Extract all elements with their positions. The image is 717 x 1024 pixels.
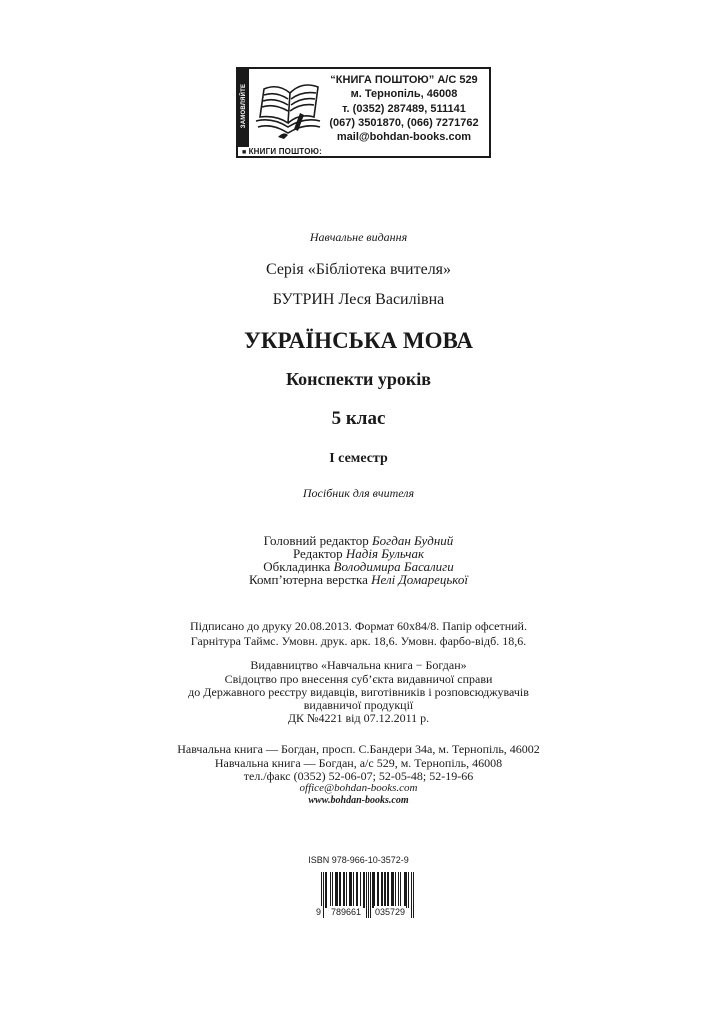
barcode-bar [398,872,399,908]
barcode-bar [404,872,405,908]
ad-line: mail@bohdan-books.com [336,131,472,144]
barcode-bar [353,872,354,908]
barcode-bar [385,872,386,908]
contact-email: office@bohdan-books.com [299,782,418,794]
barcode-bar [366,872,367,918]
credit-layout [0,572,717,588]
ad-side-strip [238,69,249,156]
barcode-bar [384,872,385,908]
credit-role: Комп’ютерна верстка [248,572,368,587]
publisher-name: Видавництво «Навчальна книга − Богдан» [250,658,467,672]
barcode-digits-right: 035729 [375,907,406,917]
ad-bottom-label: ■ КНИГИ ПОШТОЮ: [238,147,332,156]
barcode-bar [368,872,369,918]
barcode-bar [381,872,382,908]
edition-type: Навчальне видання [309,230,408,244]
barcode-bar [413,872,414,918]
barcode-digits-left: 789661 [331,907,362,917]
author-name: БУТРИН Леся Василівна [272,291,445,308]
ad-contact-block [320,73,488,144]
contact-phone: тел./факс (0352) 52-06-07; 52-05-48; 52-19-66 [243,769,474,783]
barcode-bar [364,872,365,908]
ad-line: т. (0352) 287489, 511141 [342,102,466,115]
barcode-bar [393,872,394,908]
barcode-bar [388,872,389,908]
barcode-bar [357,872,358,908]
publisher-cert-1: Свідоцтво про внесення суб’єкта видавничої справи [224,672,493,686]
barcode-bar [392,872,393,908]
ad-side-text: ЗАМОВЛЯЙТЕ [241,83,247,129]
barcode-bar [372,872,373,908]
barcode-bar [351,872,352,908]
barcode-bar [400,872,401,908]
barcode-bar [323,872,324,918]
barcode-bar [325,872,326,908]
barcode-bar [411,872,412,918]
barcode-bar [335,872,336,908]
barcode-bar [339,872,340,908]
barcode-bar [370,872,371,918]
barcode-bar [378,872,379,908]
isbn-barcode [316,870,419,920]
semester-label: І семестр [329,451,388,466]
isbn-label: ISBN 978-966-10-3572-9 [308,855,409,865]
barcode-bar [406,872,407,908]
barcode-bar [346,872,347,908]
barcode-bar [408,872,409,908]
barcode-bar [332,872,333,908]
credit-role: Редактор [292,546,343,561]
contact-address-1: Навчальна книга — Богдан, просп. С.Бандери 34а, м. Тернопіль, 46002 [177,742,540,756]
contact-website: www.bohdan-books.com [308,795,409,806]
credit-person: Богдан Будний [372,533,454,548]
publisher-cert-2: до Державного реєстру видавців, виготівників і розповсюджувачів [188,685,529,699]
barcode-bar [382,872,383,908]
mail-order-ad-box [236,67,491,158]
barcode-bar [387,872,388,908]
barcode-bar [363,872,364,908]
ad-line: м. Тернопіль, 46008 [350,88,458,101]
contact-address-2: Навчальна книга — Богдан, а/с 529, м. Тернопіль, 46008 [214,756,503,770]
publisher-cert-4: ДК №4221 від 07.12.2011 р. [287,711,430,725]
audience-label: Посібник для вчителя [302,486,415,500]
ad-line: (067) 3501870, (066) 7271762 [329,116,479,129]
barcode-bar [344,872,345,908]
barcode-bar [373,872,374,908]
barcode-bar [330,872,331,908]
book-title: УКРАЇНСЬКА МОВА [243,328,474,353]
barcode-bar [377,872,378,908]
grade-label: 5 клас [331,408,386,429]
barcode-bar [349,872,350,908]
barcode-bar [350,872,351,908]
publisher-cert-3: видавничої продукції [303,698,414,712]
book-subtitle: Конспекти уроків [285,369,432,389]
barcode-bar [326,872,327,908]
barcode-bar [391,872,392,908]
barcode-bar [395,872,396,908]
barcode-bar [343,872,344,908]
credit-person: Надія Бульчак [345,546,425,561]
credit-person: Володимира Басалиги [333,559,454,574]
ad-line: “КНИГА ПОШТОЮ” А/С 529 [330,74,478,86]
credit-role: Обкладинка [263,559,331,574]
barcode-bar [336,872,337,908]
open-book-icon [254,77,324,143]
credit-person: Нелі Домарецької [371,572,468,587]
barcode-bar [374,872,375,908]
barcode-digit-first: 9 [316,907,322,917]
print-info-line2: Гарнітура Таймс. Умовн. друк. арк. 18,6. Умовн. фарбо-відб. 18,6. [190,634,527,648]
barcode-bar [340,872,341,908]
print-info-line1: Підписано до друку 20.08.2013. Формат 60х84/8. Папір офсетний. [190,619,527,633]
barcode-bar [356,872,357,908]
barcode-bar [337,872,338,908]
credit-role: Головний редактор [263,533,369,548]
barcode-bar [405,872,406,908]
series-name: Серія «Бібліотека вчителя» [265,261,452,278]
barcode-bar [360,872,361,908]
